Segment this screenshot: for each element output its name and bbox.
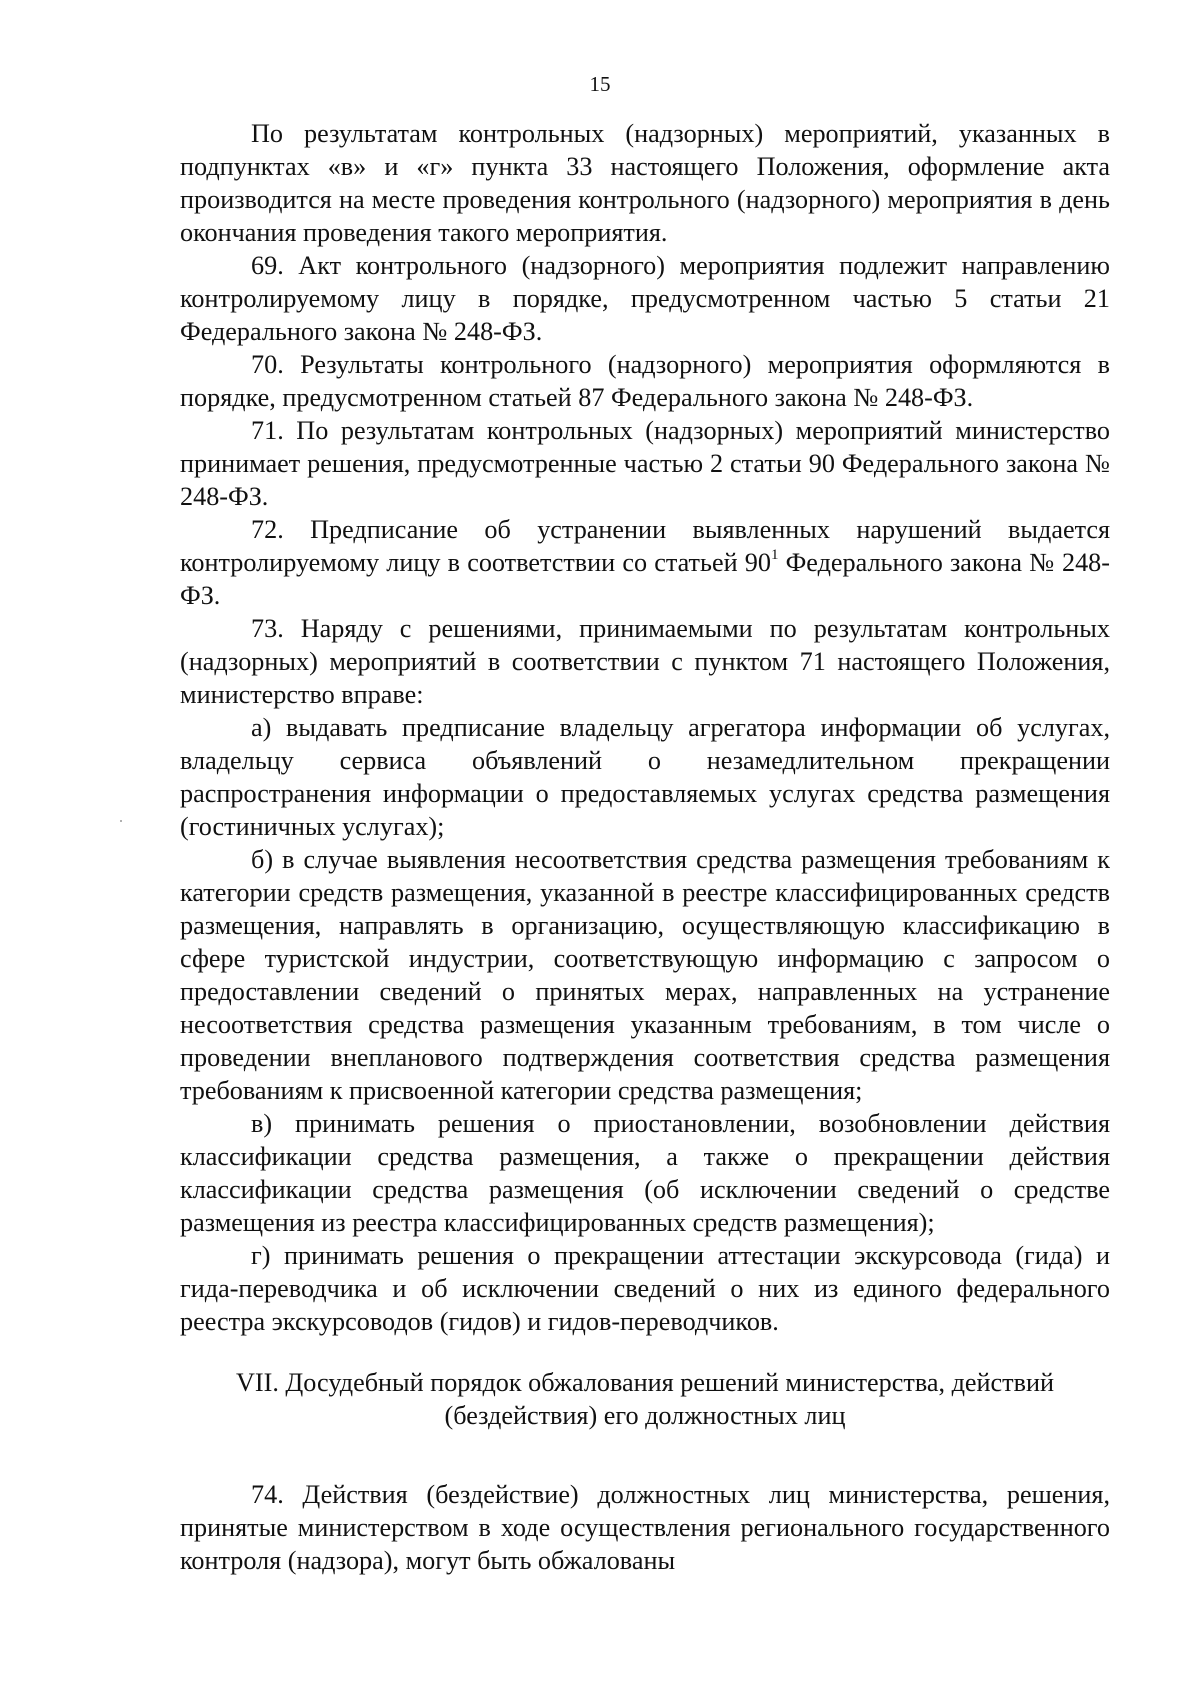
subparagraph-73-b: б) в случае выявления несоответствия средства размещения требованиям к категории средств размещения, указанной в реестре классифицированных средств размещения, направлять в организацию, осуществляющую классификацию в сфере туристской индустрии, соответствующую информацию с запросом о предоставлении сведений о принятых мерах, направленных на устранение несоответствия средства размещения указанным требованиям, в том числе о проведении внепланового подтверждения соответствия средства размещения требованиям к присвоенной категории средства размещения; xyxy=(180,845,1110,1105)
paragraph-72 xyxy=(180,513,1110,612)
section-heading-line-1: VII. Досудебный порядок обжалования решений министерства, действий xyxy=(235,1368,1054,1397)
paragraph-72-text: 72. Предписание об устранении выявленных нарушений выдается контролируемому лицу в соответствии со статьей 90 xyxy=(180,515,1110,577)
page-number: 15 xyxy=(589,72,611,96)
paragraph-69: 69. Акт контрольного (надзорного) мероприятия подлежит направлению контролируемому лицу в порядке, предусмотренном частью 5 статьи 21 Федерального закона № 248-ФЗ. xyxy=(180,251,1110,346)
paragraph-continuation: По результатам контрольных (надзорных) мероприятий, указанных в подпунктах «в» и «г» пункта 33 настоящего Положения, оформление акта производится на месте проведения контрольного (надзорного) мероприятия в день окончания проведения такого мероприятия. xyxy=(180,119,1110,247)
paragraph-72-text-end: Федерального закона № 248-ФЗ. xyxy=(180,548,1110,610)
section-heading-line-2: (бездействия) его должностных лиц xyxy=(444,1401,846,1430)
superscript-marker: 1 xyxy=(770,547,779,564)
document-body xyxy=(180,117,1110,1577)
subparagraph-73-a: а) выдавать предписание владельцу агрегатора информации об услугах, владельцу сервиса объявлений о незамедлительном прекращении распространения информации о предоставляемых услугах средства размещения (гостиничных услугах); xyxy=(180,713,1110,841)
section-heading xyxy=(180,1366,1110,1432)
subparagraph-73-g: г) принимать решения о прекращении аттестации экскурсовода (гида) и гида-переводчика и об исключении сведений о них из единого федерального реестра экскурсоводов (гидов) и гидов-переводчиков. xyxy=(180,1241,1110,1336)
paragraph-73: 73. Наряду с решениями, принимаемыми по результатам контрольных (надзорных) мероприятий в соответствии с пунктом 71 настоящего Положения, министерство вправе: xyxy=(180,614,1110,709)
paragraph-70: 70. Результаты контрольного (надзорного) мероприятия оформляются в порядке, предусмотренном статьей 87 Федерального закона № 248-ФЗ. xyxy=(180,350,1110,412)
paragraph-74: 74. Действия (бездействие) должностных лиц министерства, решения, принятые министерством в ходе осуществления регионального государственного контроля (надзора), могут быть обжалованы xyxy=(180,1480,1110,1575)
scan-speck xyxy=(120,820,122,822)
subparagraph-73-v: в) принимать решения о приостановлении, возобновлении действия классификации средства размещения, а также о прекращении действия классификации средства размещения (об исключении сведений о средстве размещения из реестра классифицированных средств размещения); xyxy=(180,1109,1110,1237)
paragraph-71: 71. По результатам контрольных (надзорных) мероприятий министерство принимает решения, предусмотренные частью 2 статьи 90 Федерального закона № 248-ФЗ. xyxy=(180,416,1110,511)
